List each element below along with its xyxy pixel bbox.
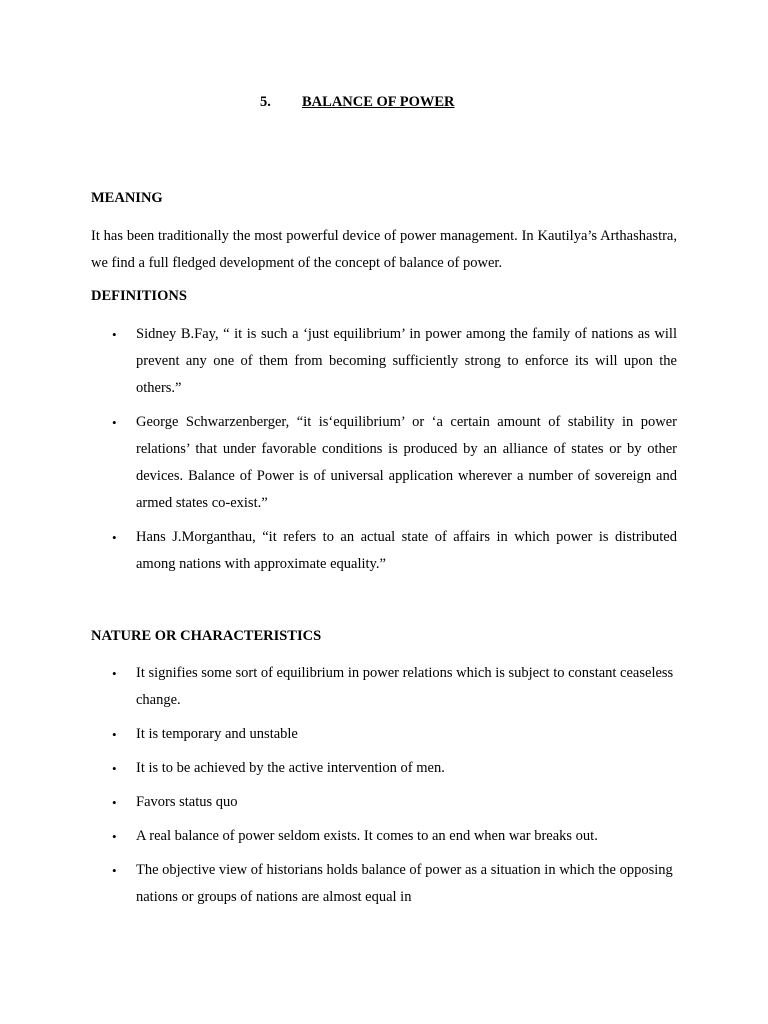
list-item-text: It is temporary and unstable [136, 726, 298, 742]
definitions-list [0, 321, 768, 585]
list-item [0, 755, 677, 782]
bullet-icon: • [112, 761, 117, 776]
bullet-icon: • [112, 795, 117, 810]
list-item-text: It is to be achieved by the active intervention of men. [136, 760, 445, 776]
list-item-text: George Schwarzenberger, “it is‘equilibrium’ or ‘a certain amount of stability in power relations’ that under favorable conditions is produced by an alliance of states or by other devices. Balance of Power is of universal application wherever a number of sovereign and armed states co-exist.” [136, 414, 677, 511]
bullet-icon: • [112, 666, 117, 681]
list-item [0, 789, 677, 816]
bullet-icon: • [112, 863, 117, 878]
list-item-text: The objective view of historians holds balance of power as a situation in which the opposing nations or groups of nations are almost equal in [136, 862, 673, 905]
list-item [0, 823, 677, 850]
list-item [0, 857, 677, 911]
list-item-text: Hans J.Morganthau, “it refers to an actual state of affairs in which power is distributed among nations with approximate equality.” [136, 529, 677, 572]
nature-list [0, 660, 768, 918]
list-item [0, 409, 677, 517]
list-item-text: A real balance of power seldom exists. It comes to an end when war breaks out. [136, 828, 598, 844]
definitions-heading: DEFINITIONS [91, 288, 187, 304]
meaning-heading: MEANING [91, 190, 163, 206]
bullet-icon: • [112, 829, 117, 844]
bullet-icon: • [112, 327, 117, 342]
chapter-title: BALANCE OF POWER [302, 94, 455, 110]
list-item [0, 321, 677, 402]
list-item [0, 721, 677, 748]
list-item [0, 660, 677, 714]
bullet-icon: • [112, 530, 117, 545]
page-title [260, 94, 455, 111]
nature-heading: NATURE OR CHARACTERISTICS [91, 628, 322, 644]
list-item-text: Sidney B.Fay, “ it is such a ‘just equilibrium’ in power among the family of nations as will prevent any one of them from becoming sufficiently strong to enforce its will upon the others.” [136, 326, 677, 396]
meaning-paragraph: It has been traditionally the most powerful device of power management. In Kautilya’s Arthashastra, we find a full fledged development of the concept of balance of power. [91, 228, 677, 271]
chapter-number: 5. [260, 94, 271, 110]
list-item-text: Favors status quo [136, 794, 238, 810]
bullet-icon: • [112, 727, 117, 742]
bullet-icon: • [112, 415, 117, 430]
list-item-text: It signifies some sort of equilibrium in power relations which is subject to constant ceaseless change. [136, 665, 674, 708]
list-item [0, 524, 677, 578]
